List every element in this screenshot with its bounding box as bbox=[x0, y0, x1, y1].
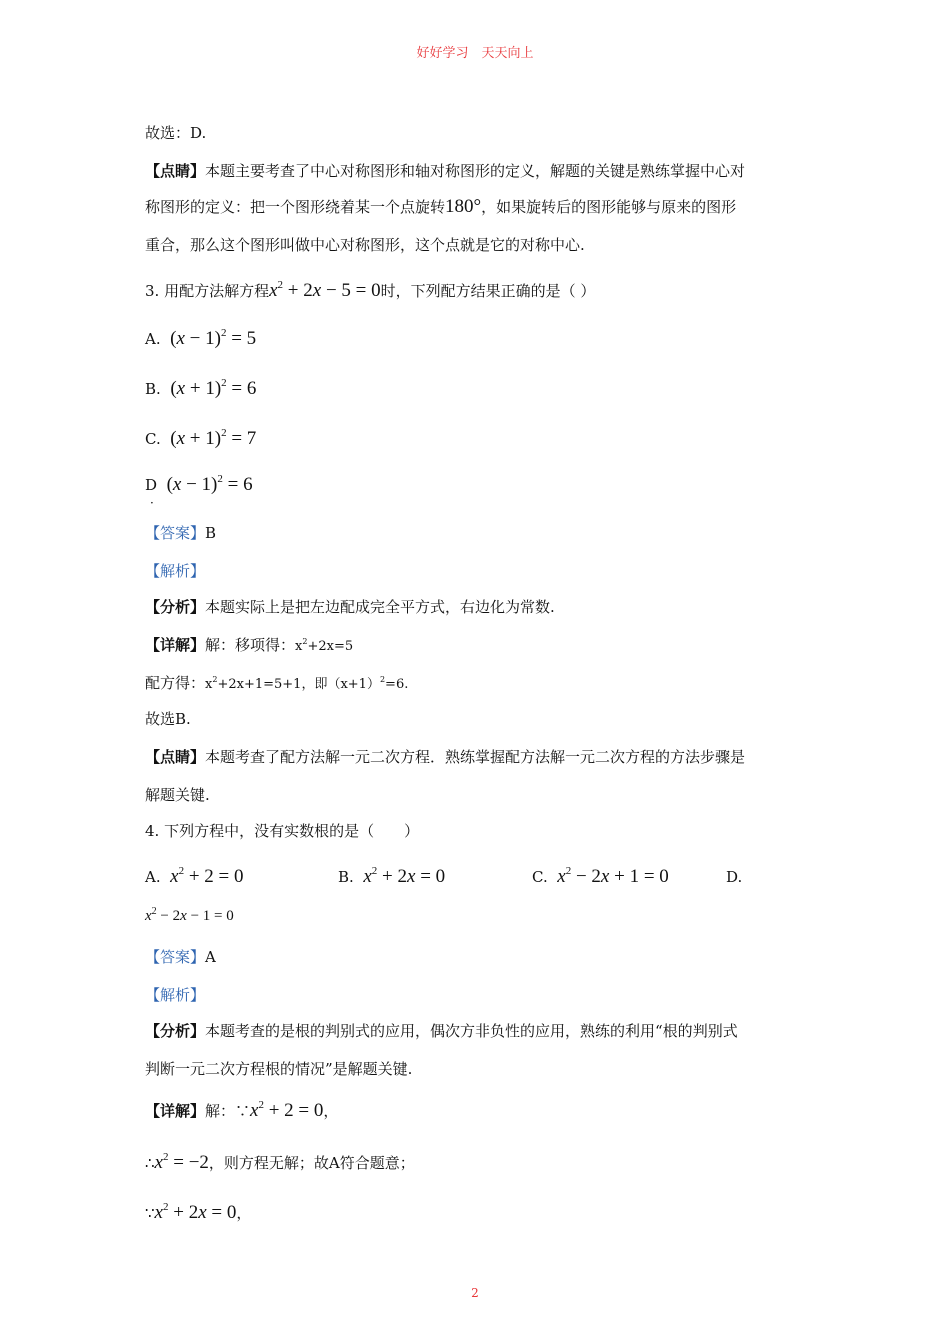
q2-note-line2: 称图形的定义：把一个图形绕着某一个点旋转180°，如果旋转后的图形能够与原来的图形 bbox=[145, 196, 737, 217]
q3-detail: 【详解】解：移项得：$x^2+2x=5$ bbox=[145, 636, 354, 654]
q3-note-line1: 【点睛】本题考查了配方法解一元二次方程．熟练掌握配方法解一元二次方程的方法步骤是 bbox=[145, 748, 746, 766]
q3-equation: $x^2 + 2x - 5 = 0$ bbox=[269, 279, 381, 301]
q4-option-a: A. $x^2 + 2 = 0$ bbox=[145, 865, 244, 887]
q2-note-line1: 【点睛】本题主要考查了中心对称图形和轴对称图形的定义，解题的关键是熟练掌握中心对 bbox=[145, 162, 746, 180]
page-header: 好好学习 天天向上 bbox=[416, 46, 534, 61]
q4-answer: 【答案】A bbox=[145, 948, 216, 966]
option-equation: $x^2 + 2 = 0$ bbox=[170, 865, 244, 887]
q3-analysis-tag: 【解析】 bbox=[145, 562, 206, 580]
therefore-equation: $x^2 = -2$ bbox=[154, 1151, 209, 1173]
q3-stem: 3. 用配方法解方程$x^2 + 2x - 5 = 0$时，下列配方结果正确的是（ ） bbox=[145, 279, 596, 301]
note-tag: 【点睛】 bbox=[145, 162, 206, 180]
q4-fenxi-line2: 判断一元二次方程根的情况”是解题关键. bbox=[145, 1060, 413, 1078]
page-number: 2 bbox=[471, 1286, 479, 1300]
peifang-result: $^2$=6. bbox=[379, 675, 409, 692]
q4-because: $\because x^2 + 2x = 0$， bbox=[145, 1201, 252, 1223]
q3-fenxi: 【分析】本题实际上是把左边配成完全平方式，右边化为常数. bbox=[145, 598, 555, 616]
q4-analysis-tag: 【解析】 bbox=[145, 986, 206, 1004]
q4-stem: 4. 下列方程中，没有实数根的是（ ） bbox=[145, 822, 420, 840]
q4-fenxi-line1: 【分析】本题考查的是根的判别式的应用，偶次方非负性的应用，熟练的利用“根的判别式 bbox=[145, 1022, 738, 1040]
peifang-equation: $x^2+2x+1=5+1$ bbox=[205, 675, 302, 692]
q3-option-a: A. $(x - 1)^2 = 5$ bbox=[145, 327, 257, 349]
stray-dot: · bbox=[150, 496, 154, 510]
option-equation: $(x + 1)^2 = 7$ bbox=[170, 427, 257, 449]
q4-therefore: $\therefore x^2 = -2$，则方程无解；故A符合题意； bbox=[145, 1151, 415, 1173]
q2-choice: 故选：D. bbox=[145, 124, 207, 142]
q3-peifang: 配方得：$x^2+2x+1=5+1$，即$(x+1)^2=6$. bbox=[145, 674, 409, 692]
detail-equation: $x^2 + 2 = 0$ bbox=[250, 1099, 324, 1121]
q4-detail: 【详解】解：$\because x^2 + 2 = 0$， bbox=[145, 1099, 339, 1121]
because-equation: $x^2 + 2x = 0$ bbox=[154, 1201, 237, 1223]
q3-option-b: B. $(x + 1)^2 = 6$ bbox=[145, 377, 257, 399]
q3-option-d: D $(x - 1)^2 = 6$ bbox=[145, 473, 253, 495]
option-equation: $(x + 1)^2 = 6$ bbox=[170, 377, 257, 399]
option-equation: $(x - 1)^2 = 5$ bbox=[170, 327, 257, 349]
q2-note-line3: 重合，那么这个图形叫做中心对称图形，这个点就是它的对称中心. bbox=[145, 236, 585, 254]
answer-tag: 【答案】 bbox=[145, 524, 206, 542]
q3-answer: 【答案】B bbox=[145, 524, 217, 542]
answer-tag: 【答案】 bbox=[145, 948, 206, 966]
q3-note-line2: 解题关键. bbox=[145, 786, 210, 804]
option-equation: $(x - 1)^2 = 6$ bbox=[166, 473, 253, 495]
q3-choice: 故选B. bbox=[145, 710, 191, 728]
q4-option-d-equation: $x^2 - 2x - 1 = 0$ bbox=[145, 906, 234, 924]
angle-value: 180° bbox=[445, 196, 482, 217]
q4-option-d: D. bbox=[726, 868, 743, 886]
q4-option-b: B. $x^2 + 2x = 0$ bbox=[338, 865, 446, 887]
q3-option-c: C. $(x + 1)^2 = 7$ bbox=[145, 427, 257, 449]
option-equation: $x^2 + 2x = 0$ bbox=[363, 865, 446, 887]
q4-option-c: C. $x^2 - 2x + 1 = 0$ bbox=[532, 865, 669, 887]
detail-equation: $x^2+2x=5$ bbox=[295, 637, 354, 654]
option-equation: $x^2 - 2x + 1 = 0$ bbox=[557, 865, 669, 887]
